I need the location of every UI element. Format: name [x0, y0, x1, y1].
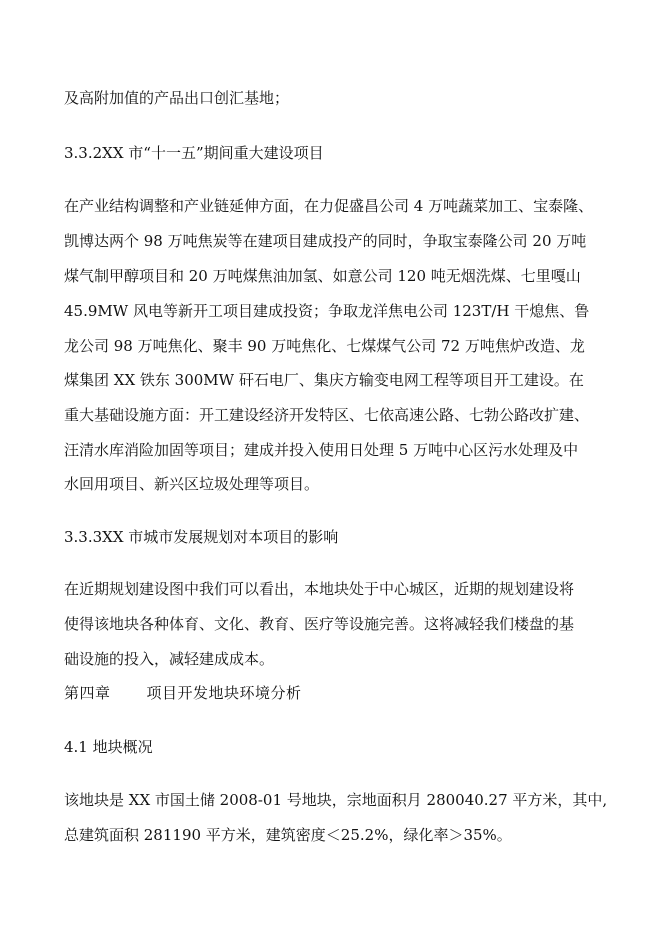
paragraph-line: 使得该地块各种体育、文化、教育、医疗等设施完善。这将减轻我们楼盘的基: [64, 615, 575, 633]
section-4-1-heading: 4.1 地块概况: [64, 738, 153, 756]
paragraph-line: 煤集团 XX 铁东 300MW 矸石电厂、集庆方输变电网工程等项目开工建设。在: [64, 371, 584, 389]
paragraph-line: 总建筑面积 281190 平方米，建筑密度＜25.2%，绿化率＞35%。: [64, 826, 512, 844]
paragraph-line: 水回用项目、新兴区垃圾处理等项目。: [64, 475, 320, 493]
paragraph-line: 凯博达两个 98 万吨焦炭等在建项目建成投产的同时，争取宝泰隆公司 20 万吨: [64, 232, 587, 250]
chapter-title: 项目开发地块环境分析: [146, 684, 302, 702]
chapter-4-heading: [64, 683, 302, 703]
paragraph-line: 龙公司 98 万吨焦化、聚丰 90 万吨焦化、七煤煤气公司 72 万吨焦炉改造、龙: [64, 337, 585, 355]
paragraph-line: 该地块是 XX 市国土储 2008-01 号地块，宗地面积月 280040.27 平方米，其中,: [64, 791, 608, 809]
paragraph-line: 在近期规划建设图中我们可以看出，本地块处于中心城区，近期的规划建设将: [64, 580, 575, 598]
paragraph-line: 在产业结构调整和产业链延伸方面，在力促盛昌公司 4 万吨蔬菜加工、宝泰隆、: [64, 197, 594, 215]
paragraph-line: 煤气制甲醇项目和 20 万吨煤焦油加氢、如意公司 120 吨无烟洗煤、七里嘎山: [64, 267, 581, 285]
paragraph-line: 重大基础设施方面：开工建设经济开发特区、七依高速公路、七勃公路改扩建、: [64, 406, 590, 424]
paragraph-line: 45.9MW 风电等新开工项目建成投资；争取龙洋焦电公司 123T/H 干熄焦、鲁: [64, 302, 590, 320]
paragraph-line: 础设施的投入，减轻建成成本。: [64, 650, 275, 668]
paragraph-line: 汪清水库消险加固等项目；建成并投入使用日处理 5 万吨中心区污水处理及中: [64, 441, 579, 459]
chapter-number: 第四章: [64, 684, 111, 702]
section-3-3-3-heading: 3.3.3XX 市城市发展规划对本项目的影响: [64, 528, 339, 546]
intro-line: 及高附加值的产品出口创汇基地；: [64, 89, 290, 107]
section-3-3-2-heading: 3.3.2XX 市“十一五”期间重大建设项目: [64, 144, 324, 162]
